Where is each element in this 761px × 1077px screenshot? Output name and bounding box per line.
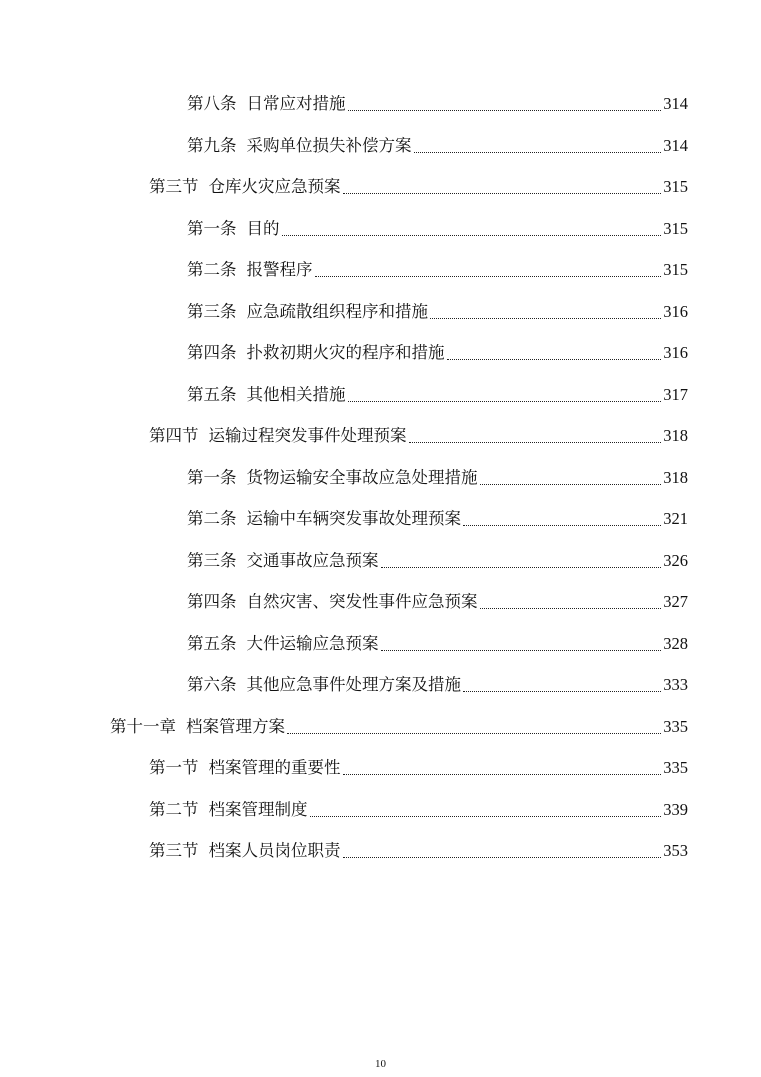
toc-entry[interactable] xyxy=(187,630,688,658)
toc-entry[interactable] xyxy=(187,671,688,699)
dot-leader xyxy=(381,650,662,651)
toc-entry-title: 其他相关措施 xyxy=(246,384,346,404)
toc-entry[interactable] xyxy=(149,837,688,865)
toc-entry-page: 321 xyxy=(663,509,688,528)
toc-entry-number: 第一节 xyxy=(149,758,199,777)
toc-entry-number: 第三节 xyxy=(149,177,199,196)
dot-leader xyxy=(381,567,662,568)
toc-entry-page: 335 xyxy=(663,758,688,777)
toc-entry-number: 第一条 xyxy=(187,467,237,487)
dot-leader xyxy=(310,816,662,817)
toc-entry-title: 交通事故应急预案 xyxy=(246,550,379,570)
toc-entry-title: 运输中车辆突发事故处理预案 xyxy=(246,509,461,528)
page-number: 10 xyxy=(375,1058,386,1070)
toc-entry-page: 317 xyxy=(663,384,688,404)
toc-entry-page: 315 xyxy=(663,218,688,238)
toc-entry-title: 大件运输应急预案 xyxy=(246,633,379,653)
toc-entry-page: 335 xyxy=(663,716,688,736)
dot-leader xyxy=(348,110,662,111)
toc-entry[interactable] xyxy=(187,256,688,284)
dot-leader xyxy=(343,774,662,775)
toc-entry[interactable] xyxy=(149,754,688,782)
toc-entry-title: 档案管理方案 xyxy=(186,716,285,736)
toc-entry-page: 314 xyxy=(663,135,688,155)
dot-leader xyxy=(282,235,662,236)
toc-entry-title: 仓库火灾应急预案 xyxy=(208,177,341,196)
toc-entry[interactable] xyxy=(187,464,688,492)
dot-leader xyxy=(414,152,662,153)
dot-leader xyxy=(409,442,662,443)
toc-entry-number: 第九条 xyxy=(187,135,237,155)
toc-entry-title: 采购单位损失补偿方案 xyxy=(246,135,412,155)
toc-entry-title: 运输过程突发事件处理预案 xyxy=(208,426,407,445)
toc-entry-title: 档案人员岗位职责 xyxy=(208,841,341,860)
toc-entry-page: 333 xyxy=(663,675,688,694)
dot-leader xyxy=(447,359,662,360)
toc-entry-number: 第六条 xyxy=(187,675,237,694)
toc-entry-title: 档案管理的重要性 xyxy=(208,758,341,777)
toc-entry[interactable] xyxy=(110,713,688,741)
toc-entry[interactable] xyxy=(187,547,688,575)
dot-leader xyxy=(480,484,662,485)
toc-entry-title: 扑救初期火灾的程序和措施 xyxy=(246,343,445,362)
toc-entry-number: 第四条 xyxy=(187,343,237,362)
toc-entry-number: 第四节 xyxy=(149,426,199,445)
toc-entry-title: 目的 xyxy=(246,218,280,238)
toc-entry-page: 353 xyxy=(663,841,688,860)
toc-entry-page: 327 xyxy=(663,592,688,611)
toc-entry-title: 档案管理制度 xyxy=(208,799,308,819)
toc-entry[interactable] xyxy=(187,90,688,118)
dot-leader xyxy=(463,525,661,526)
toc-entry[interactable] xyxy=(187,381,688,409)
toc-entry-page: 316 xyxy=(663,301,688,321)
toc-entry-title: 其他应急事件处理方案及措施 xyxy=(246,675,461,694)
toc-entry-page: 314 xyxy=(663,94,688,113)
toc-entry[interactable] xyxy=(149,422,688,450)
toc-entry-number: 第三条 xyxy=(187,550,237,570)
toc-entry-number: 第二节 xyxy=(149,799,199,819)
toc-entry-number: 第八条 xyxy=(187,94,237,113)
toc-entry[interactable] xyxy=(149,173,688,201)
dot-leader xyxy=(480,608,662,609)
toc-entry[interactable] xyxy=(187,339,688,367)
toc-entry-page: 318 xyxy=(663,467,688,487)
toc-entry[interactable] xyxy=(187,132,688,160)
dot-leader xyxy=(463,691,661,692)
toc-entry[interactable] xyxy=(187,505,688,533)
toc-entry-number: 第二条 xyxy=(187,260,237,279)
toc-entry-number: 第五条 xyxy=(187,633,237,653)
toc-entry-number: 第三节 xyxy=(149,841,199,860)
toc-entry-number: 第三条 xyxy=(187,301,237,321)
toc-entry-number: 第十一章 xyxy=(110,716,176,736)
dot-leader xyxy=(315,276,662,277)
toc-entry[interactable] xyxy=(187,215,688,243)
toc-entry-page: 315 xyxy=(663,260,688,279)
toc-entry-title: 货物运输安全事故应急处理措施 xyxy=(246,467,478,487)
toc-entry-title: 自然灾害、突发性事件应急预案 xyxy=(246,592,478,611)
toc-entry[interactable] xyxy=(187,298,688,326)
toc-entry-number: 第四条 xyxy=(187,592,237,611)
toc-entry-page: 328 xyxy=(663,633,688,653)
toc-entry-number: 第一条 xyxy=(187,218,237,238)
dot-leader xyxy=(343,857,662,858)
toc-entry-number: 第五条 xyxy=(187,384,237,404)
toc-entry-page: 326 xyxy=(663,550,688,570)
toc-entry-number: 第二条 xyxy=(187,509,237,528)
toc-entry-title: 应急疏散组织程序和措施 xyxy=(246,301,428,321)
toc-entry-title: 日常应对措施 xyxy=(246,94,346,113)
toc-entry-title: 报警程序 xyxy=(246,260,313,279)
toc-entry[interactable] xyxy=(187,588,688,616)
toc-entry[interactable] xyxy=(149,796,688,824)
toc-entry-page: 318 xyxy=(663,426,688,445)
dot-leader xyxy=(430,318,661,319)
toc-entry-page: 339 xyxy=(663,799,688,819)
toc-entry-page: 315 xyxy=(663,177,688,196)
toc-entry-page: 316 xyxy=(663,343,688,362)
dot-leader xyxy=(348,401,662,402)
dot-leader xyxy=(287,733,661,734)
dot-leader xyxy=(343,193,662,194)
